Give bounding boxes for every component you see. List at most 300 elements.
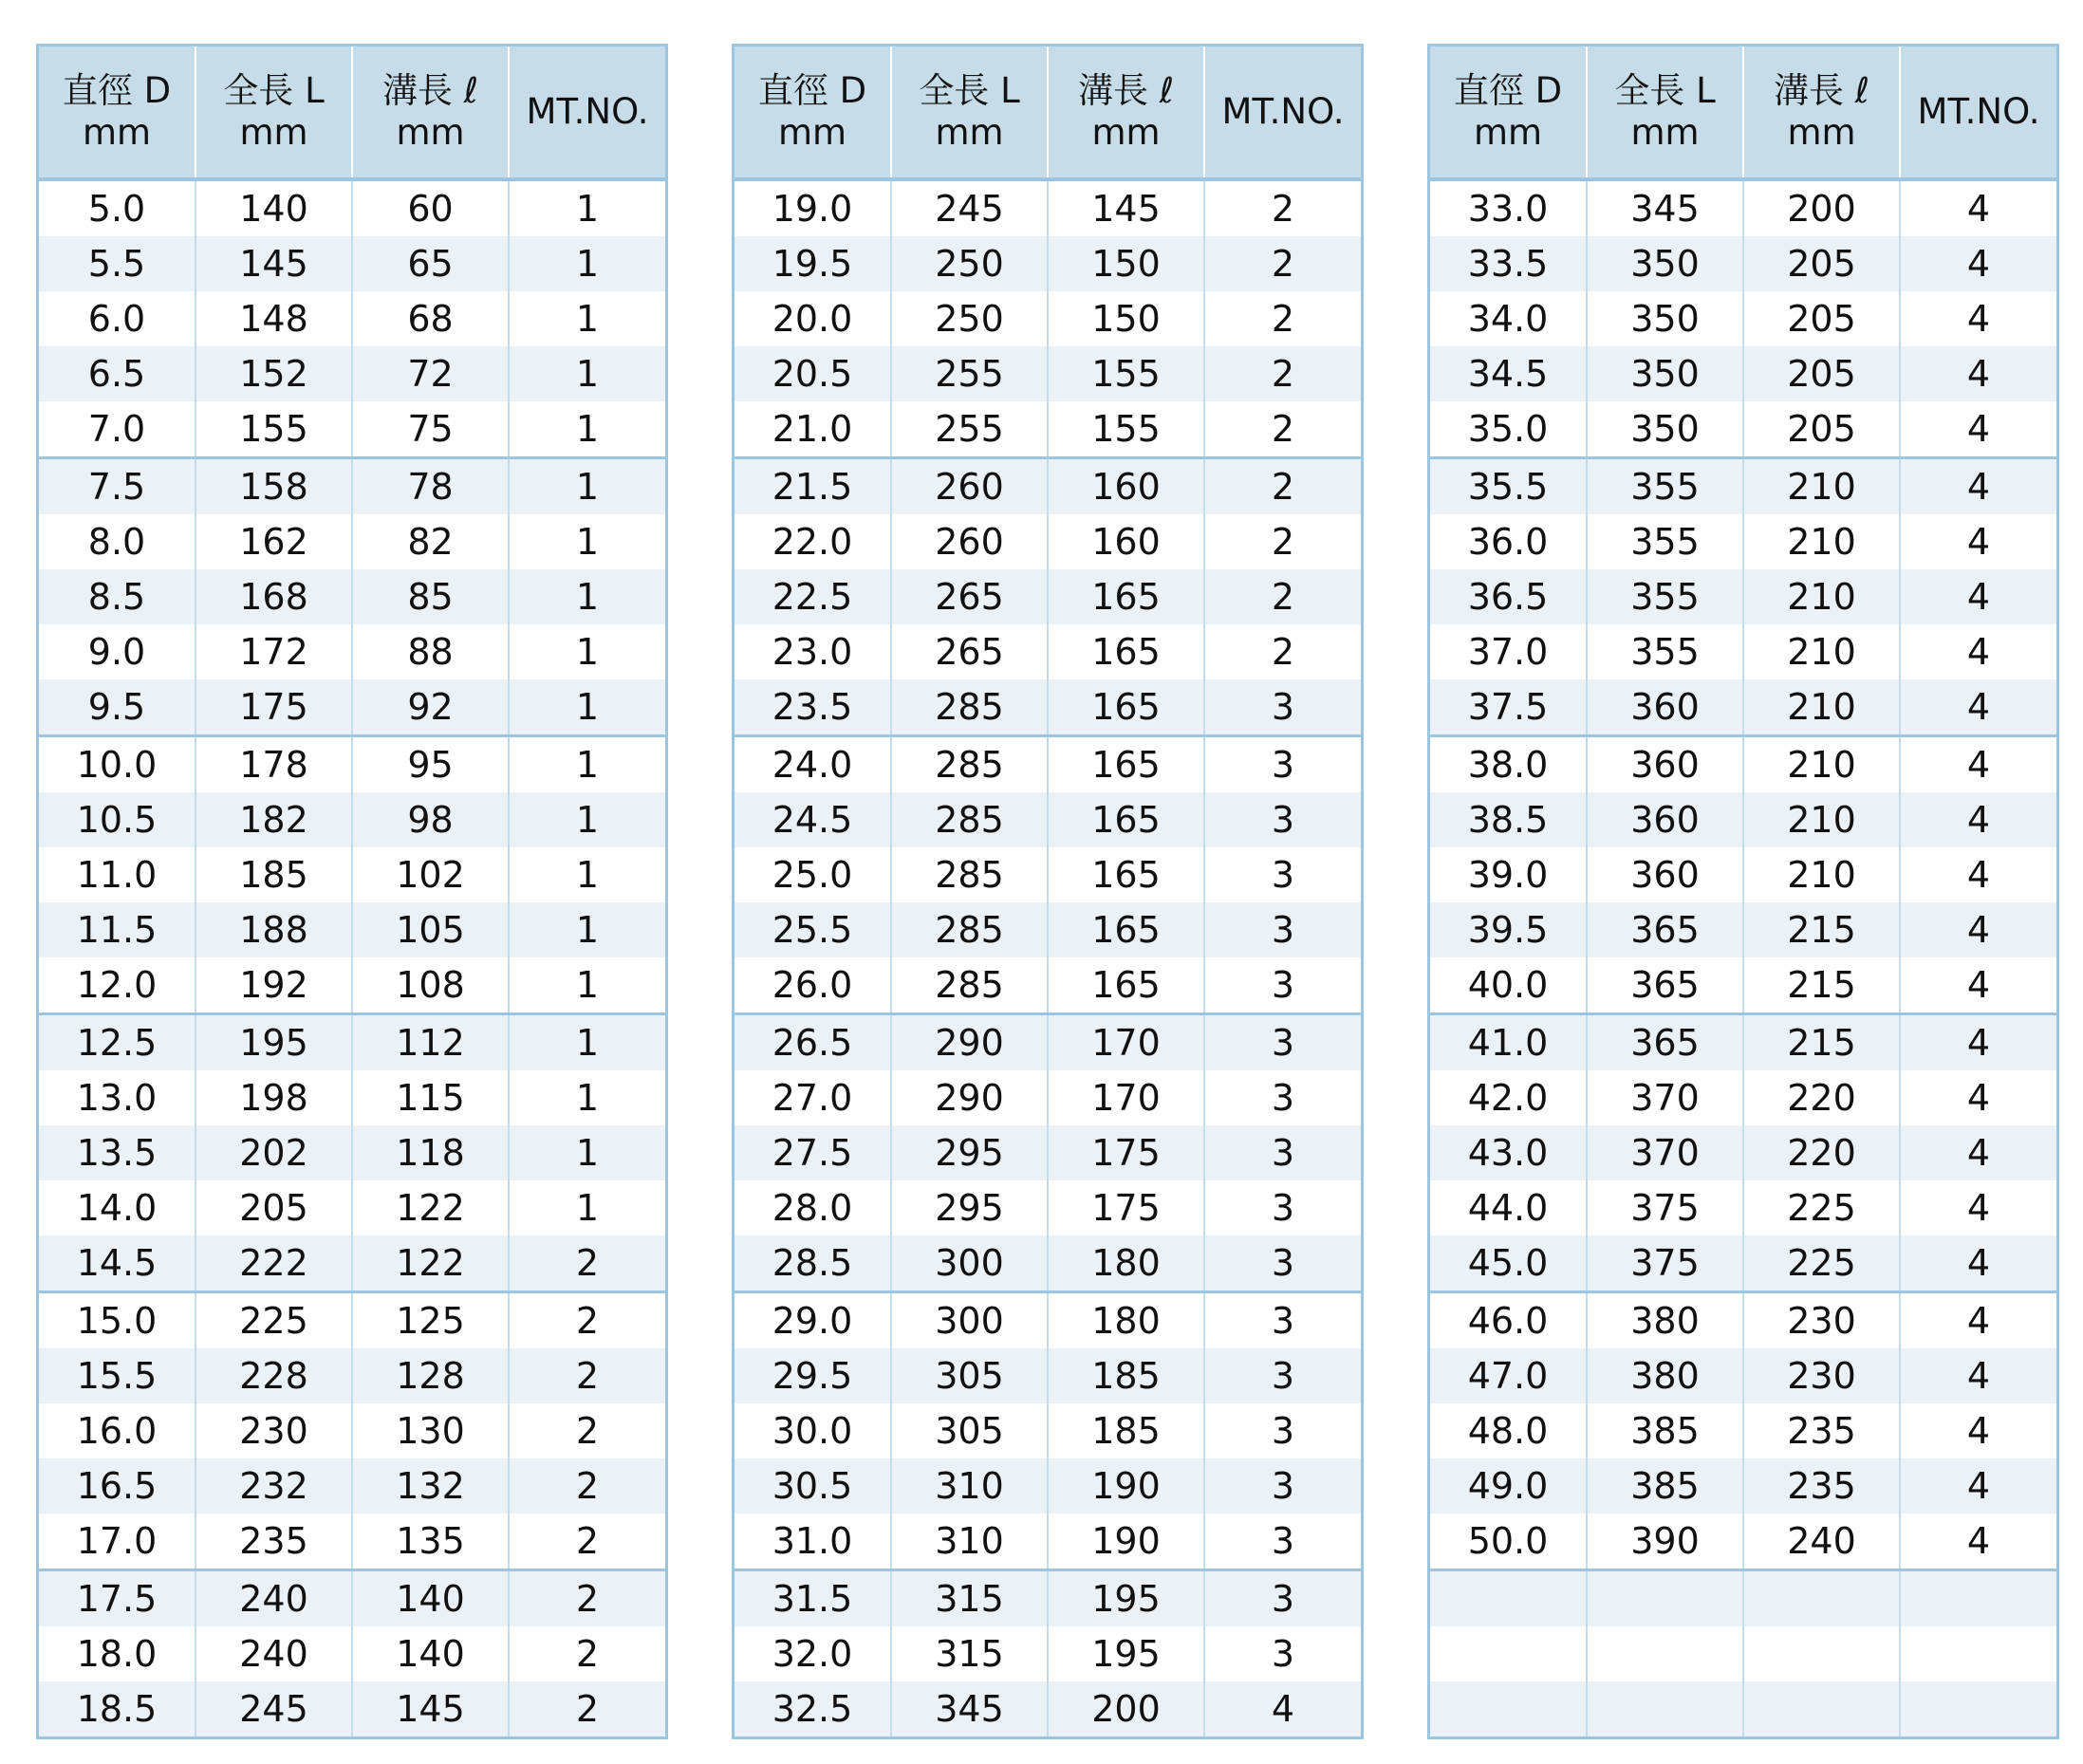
header-label: 溝長 ℓ xyxy=(1773,70,1870,111)
diameter-cell: 37.0 xyxy=(1430,624,1587,679)
diameter-cell: 16.0 xyxy=(39,1403,195,1458)
diameter-cell: 19.5 xyxy=(735,236,891,291)
table-row xyxy=(39,1348,665,1403)
table-row xyxy=(39,624,665,679)
table-row xyxy=(39,401,665,458)
diameter-cell: 11.5 xyxy=(39,902,195,957)
table-row xyxy=(39,736,665,793)
length-cell: 365 xyxy=(1587,957,1743,1014)
table-row xyxy=(735,1681,1361,1736)
length-cell: 355 xyxy=(1587,569,1743,624)
length-cell: 260 xyxy=(891,458,1048,515)
diameter-cell: 30.5 xyxy=(735,1458,891,1513)
flute-cell: 185 xyxy=(1048,1403,1204,1458)
diameter-cell: 14.5 xyxy=(39,1235,195,1292)
table-row xyxy=(735,1180,1361,1235)
table-row xyxy=(735,1458,1361,1513)
diameter-cell: 47.0 xyxy=(1430,1348,1587,1403)
diameter-header xyxy=(1430,46,1587,179)
flute-cell: 165 xyxy=(1048,679,1204,736)
header-label: 全長 L xyxy=(223,70,325,111)
length-cell: 315 xyxy=(891,1570,1048,1627)
header-label: 全長 L xyxy=(919,70,1020,111)
flute-cell: 165 xyxy=(1048,792,1204,847)
diameter-cell: 18.5 xyxy=(39,1681,195,1736)
table-row xyxy=(1430,1570,2056,1627)
mt-cell: 4 xyxy=(1900,1458,2056,1513)
flute-cell: 122 xyxy=(352,1180,509,1235)
flute-cell: 210 xyxy=(1743,458,1900,515)
header-unit: mm xyxy=(1787,112,1856,153)
flute-cell: 195 xyxy=(1048,1626,1204,1681)
mt-cell: 3 xyxy=(1204,1125,1361,1180)
table-row xyxy=(39,1292,665,1349)
mt-cell: 4 xyxy=(1900,1180,2056,1235)
diameter-cell: 37.5 xyxy=(1430,679,1587,736)
table-body xyxy=(1430,179,2056,1736)
flute-cell: 200 xyxy=(1048,1681,1204,1736)
diameter-cell: 41.0 xyxy=(1430,1014,1587,1071)
flute-cell: 170 xyxy=(1048,1014,1204,1071)
length-cell: 245 xyxy=(891,179,1048,236)
table-row xyxy=(1430,401,2056,458)
flute-cell: 230 xyxy=(1743,1348,1900,1403)
diameter-cell: 44.0 xyxy=(1430,1180,1587,1235)
table-row xyxy=(1430,236,2056,291)
table-row xyxy=(1430,569,2056,624)
length-cell: 195 xyxy=(195,1014,352,1071)
mt-cell: 1 xyxy=(509,291,665,346)
diameter-cell: 7.0 xyxy=(39,401,195,458)
table-row xyxy=(1430,847,2056,902)
table-row xyxy=(39,458,665,515)
table-header xyxy=(1430,46,2056,179)
table-row xyxy=(39,679,665,736)
flute-cell: 210 xyxy=(1743,792,1900,847)
length-cell: 148 xyxy=(195,291,352,346)
flute-cell: 165 xyxy=(1048,624,1204,679)
flute-cell: 210 xyxy=(1743,514,1900,569)
length-header xyxy=(891,46,1048,179)
flute-cell: 235 xyxy=(1743,1458,1900,1513)
mt-cell: 1 xyxy=(509,1180,665,1235)
length-cell: 230 xyxy=(195,1403,352,1458)
diameter-cell: 22.5 xyxy=(735,569,891,624)
mt-cell: 4 xyxy=(1900,291,2056,346)
flute-cell: 205 xyxy=(1743,401,1900,458)
flute-cell: 175 xyxy=(1048,1180,1204,1235)
table-row xyxy=(39,957,665,1014)
diameter-cell: 50.0 xyxy=(1430,1513,1587,1570)
diameter-cell: 23.5 xyxy=(735,679,891,736)
flute-cell: 125 xyxy=(352,1292,509,1349)
diameter-cell: 14.0 xyxy=(39,1180,195,1235)
length-cell: 295 xyxy=(891,1180,1048,1235)
diameter-cell: 34.5 xyxy=(1430,346,1587,401)
flute-cell: 210 xyxy=(1743,679,1900,736)
table-row xyxy=(1430,902,2056,957)
flute-cell: 108 xyxy=(352,957,509,1014)
length-cell: 240 xyxy=(195,1626,352,1681)
diameter-cell: 43.0 xyxy=(1430,1125,1587,1180)
header-label: 直徑 D xyxy=(62,70,172,111)
diameter-cell: 36.5 xyxy=(1430,569,1587,624)
header-label: MT.NO. xyxy=(1917,91,2040,132)
diameter-cell: 42.0 xyxy=(1430,1070,1587,1125)
mt-cell: 1 xyxy=(509,902,665,957)
table-row xyxy=(39,1458,665,1513)
length-cell: 305 xyxy=(891,1403,1048,1458)
length-cell: 232 xyxy=(195,1458,352,1513)
table-row xyxy=(1430,957,2056,1014)
length-cell: 140 xyxy=(195,179,352,236)
table-row xyxy=(39,1070,665,1125)
flute-cell: 185 xyxy=(1048,1348,1204,1403)
length-cell: 345 xyxy=(1587,179,1743,236)
flute-cell: 165 xyxy=(1048,736,1204,793)
diameter-cell: 8.0 xyxy=(39,514,195,569)
header-row xyxy=(1430,46,2056,179)
length-cell: 205 xyxy=(195,1180,352,1235)
length-cell: 152 xyxy=(195,346,352,401)
length-cell: 222 xyxy=(195,1235,352,1292)
table-row xyxy=(735,1348,1361,1403)
mt-header xyxy=(509,46,665,179)
mt-cell: 1 xyxy=(509,679,665,736)
length-cell: 355 xyxy=(1587,458,1743,515)
mt-cell: 4 xyxy=(1900,792,2056,847)
table-row xyxy=(39,1180,665,1235)
length-cell: 158 xyxy=(195,458,352,515)
header-unit: mm xyxy=(1091,112,1161,153)
diameter-cell: 22.0 xyxy=(735,514,891,569)
diameter-header xyxy=(735,46,891,179)
table xyxy=(735,46,1361,1736)
diameter-cell: 45.0 xyxy=(1430,1235,1587,1292)
mt-cell: 2 xyxy=(509,1235,665,1292)
mt-cell: 2 xyxy=(1204,346,1361,401)
table-row xyxy=(39,236,665,291)
diameter-header xyxy=(39,46,195,179)
flute-cell: 160 xyxy=(1048,458,1204,515)
table-row xyxy=(735,1070,1361,1125)
mt-cell: 4 xyxy=(1900,1014,2056,1071)
diameter-cell: 26.0 xyxy=(735,957,891,1014)
flute-cell: 210 xyxy=(1743,569,1900,624)
mt-cell: 4 xyxy=(1900,902,2056,957)
length-cell: 365 xyxy=(1587,1014,1743,1071)
mt-cell: 3 xyxy=(1204,847,1361,902)
table-row xyxy=(735,792,1361,847)
flute-cell: 88 xyxy=(352,624,509,679)
diameter-cell: 20.5 xyxy=(735,346,891,401)
mt-cell: 3 xyxy=(1204,902,1361,957)
mt-cell: 3 xyxy=(1204,736,1361,793)
length-cell: 285 xyxy=(891,679,1048,736)
diameter-cell: 29.0 xyxy=(735,1292,891,1349)
table-row xyxy=(39,1125,665,1180)
mt-cell: 4 xyxy=(1900,346,2056,401)
diameter-cell: 20.0 xyxy=(735,291,891,346)
table xyxy=(39,46,665,1736)
flute-cell: 180 xyxy=(1048,1235,1204,1292)
table-row xyxy=(735,624,1361,679)
diameter-cell: 21.5 xyxy=(735,458,891,515)
flute-cell xyxy=(1743,1570,1900,1627)
flute-cell: 205 xyxy=(1743,236,1900,291)
length-cell: 380 xyxy=(1587,1292,1743,1349)
flute-header xyxy=(352,46,509,179)
mt-cell: 3 xyxy=(1204,1626,1361,1681)
header-label: 直徑 D xyxy=(1453,70,1563,111)
flute-cell: 210 xyxy=(1743,847,1900,902)
diameter-cell: 13.0 xyxy=(39,1070,195,1125)
table-row xyxy=(1430,458,2056,515)
table-row xyxy=(735,179,1361,236)
diameter-cell: 34.0 xyxy=(1430,291,1587,346)
table-body xyxy=(735,179,1361,1736)
diameter-cell: 27.5 xyxy=(735,1125,891,1180)
diameter-cell: 39.5 xyxy=(1430,902,1587,957)
flute-cell: 160 xyxy=(1048,514,1204,569)
diameter-cell: 5.0 xyxy=(39,179,195,236)
diameter-cell: 25.0 xyxy=(735,847,891,902)
length-cell: 235 xyxy=(195,1513,352,1570)
length-cell: 250 xyxy=(891,291,1048,346)
mt-cell xyxy=(1900,1570,2056,1627)
mt-cell: 2 xyxy=(509,1570,665,1627)
table-row xyxy=(735,1292,1361,1349)
flute-header xyxy=(1743,46,1900,179)
mt-cell: 4 xyxy=(1900,179,2056,236)
diameter-cell: 11.0 xyxy=(39,847,195,902)
length-cell: 310 xyxy=(891,1513,1048,1570)
table-row xyxy=(39,179,665,236)
diameter-cell: 36.0 xyxy=(1430,514,1587,569)
flute-cell xyxy=(1743,1626,1900,1681)
flute-cell: 210 xyxy=(1743,624,1900,679)
table-row xyxy=(735,1403,1361,1458)
mt-cell: 4 xyxy=(1900,1513,2056,1570)
diameter-cell: 15.5 xyxy=(39,1348,195,1403)
flute-cell: 235 xyxy=(1743,1403,1900,1458)
header-label: 直徑 D xyxy=(757,70,867,111)
table-row xyxy=(735,1014,1361,1071)
table-header xyxy=(39,46,665,179)
length-cell: 265 xyxy=(891,569,1048,624)
mt-cell: 4 xyxy=(1900,1403,2056,1458)
length-cell: 260 xyxy=(891,514,1048,569)
length-cell: 178 xyxy=(195,736,352,793)
diameter-cell: 33.5 xyxy=(1430,236,1587,291)
table-row xyxy=(39,902,665,957)
header-unit: mm xyxy=(1473,112,1543,153)
flute-cell: 140 xyxy=(352,1570,509,1627)
flute-cell: 122 xyxy=(352,1235,509,1292)
diameter-cell: 35.5 xyxy=(1430,458,1587,515)
table-row xyxy=(39,1403,665,1458)
length-cell: 350 xyxy=(1587,236,1743,291)
mt-header xyxy=(1900,46,2056,179)
mt-cell: 4 xyxy=(1900,847,2056,902)
flute-cell: 155 xyxy=(1048,346,1204,401)
diameter-cell: 28.0 xyxy=(735,1180,891,1235)
table-row xyxy=(1430,679,2056,736)
diameter-cell: 24.0 xyxy=(735,736,891,793)
table-row xyxy=(39,847,665,902)
diameter-cell: 19.0 xyxy=(735,179,891,236)
flute-cell: 132 xyxy=(352,1458,509,1513)
diameter-cell: 32.5 xyxy=(735,1681,891,1736)
length-cell: 350 xyxy=(1587,291,1743,346)
flute-cell: 205 xyxy=(1743,346,1900,401)
diameter-cell: 46.0 xyxy=(1430,1292,1587,1349)
length-cell: 385 xyxy=(1587,1458,1743,1513)
diameter-cell: 10.0 xyxy=(39,736,195,793)
header-row xyxy=(39,46,665,179)
length-cell: 290 xyxy=(891,1014,1048,1071)
flute-cell: 140 xyxy=(352,1626,509,1681)
spec-table-2 xyxy=(732,44,1364,1739)
length-cell: 290 xyxy=(891,1070,1048,1125)
mt-cell: 3 xyxy=(1204,1403,1361,1458)
table-row xyxy=(1430,1292,2056,1349)
flute-cell: 200 xyxy=(1743,179,1900,236)
mt-cell: 2 xyxy=(1204,291,1361,346)
header-unit: mm xyxy=(1630,112,1700,153)
flute-cell: 118 xyxy=(352,1125,509,1180)
diameter-cell: 28.5 xyxy=(735,1235,891,1292)
diameter-cell: 12.0 xyxy=(39,957,195,1014)
table-row xyxy=(39,1014,665,1071)
length-cell: 300 xyxy=(891,1292,1048,1349)
length-cell: 390 xyxy=(1587,1513,1743,1570)
table-row xyxy=(1430,624,2056,679)
length-cell: 145 xyxy=(195,236,352,291)
diameter-cell: 49.0 xyxy=(1430,1458,1587,1513)
mt-cell: 2 xyxy=(509,1681,665,1736)
flute-cell: 85 xyxy=(352,569,509,624)
length-cell: 265 xyxy=(891,624,1048,679)
flute-cell: 180 xyxy=(1048,1292,1204,1349)
mt-cell: 2 xyxy=(1204,569,1361,624)
table-row xyxy=(735,1626,1361,1681)
length-cell: 225 xyxy=(195,1292,352,1349)
mt-cell: 2 xyxy=(509,1626,665,1681)
length-cell: 375 xyxy=(1587,1235,1743,1292)
flute-header xyxy=(1048,46,1204,179)
length-cell: 255 xyxy=(891,346,1048,401)
flute-cell: 210 xyxy=(1743,736,1900,793)
flute-cell: 65 xyxy=(352,236,509,291)
diameter-cell: 23.0 xyxy=(735,624,891,679)
table-row xyxy=(735,847,1361,902)
length-cell xyxy=(1587,1681,1743,1736)
length-cell: 360 xyxy=(1587,792,1743,847)
mt-cell: 4 xyxy=(1900,569,2056,624)
table-row xyxy=(39,514,665,569)
table-row xyxy=(735,291,1361,346)
table-row xyxy=(39,1626,665,1681)
mt-cell: 2 xyxy=(509,1513,665,1570)
mt-cell: 1 xyxy=(509,792,665,847)
table-row xyxy=(735,346,1361,401)
mt-cell: 4 xyxy=(1900,401,2056,458)
flute-cell: 170 xyxy=(1048,1070,1204,1125)
flute-cell: 165 xyxy=(1048,902,1204,957)
mt-cell: 3 xyxy=(1204,1014,1361,1071)
diameter-cell: 29.5 xyxy=(735,1348,891,1403)
length-cell: 350 xyxy=(1587,346,1743,401)
flute-cell: 195 xyxy=(1048,1570,1204,1627)
length-cell xyxy=(1587,1570,1743,1627)
flute-cell: 220 xyxy=(1743,1125,1900,1180)
diameter-cell: 33.0 xyxy=(1430,179,1587,236)
flute-cell xyxy=(1743,1681,1900,1736)
table-row xyxy=(39,291,665,346)
mt-cell: 2 xyxy=(509,1292,665,1349)
flute-cell: 82 xyxy=(352,514,509,569)
spec-table-3 xyxy=(1427,44,2059,1739)
table-row xyxy=(735,236,1361,291)
length-cell: 192 xyxy=(195,957,352,1014)
mt-cell: 2 xyxy=(509,1403,665,1458)
flute-cell: 95 xyxy=(352,736,509,793)
mt-cell: 3 xyxy=(1204,1513,1361,1570)
length-cell: 360 xyxy=(1587,736,1743,793)
length-cell: 285 xyxy=(891,957,1048,1014)
diameter-cell: 16.5 xyxy=(39,1458,195,1513)
diameter-cell: 31.5 xyxy=(735,1570,891,1627)
table-row xyxy=(1430,1348,2056,1403)
flute-cell: 60 xyxy=(352,179,509,236)
mt-cell: 4 xyxy=(1900,624,2056,679)
length-cell: 162 xyxy=(195,514,352,569)
flute-cell: 215 xyxy=(1743,1014,1900,1071)
diameter-cell: 12.5 xyxy=(39,1014,195,1071)
length-cell: 245 xyxy=(195,1681,352,1736)
length-cell: 315 xyxy=(891,1626,1048,1681)
table-body xyxy=(39,179,665,1736)
mt-cell: 4 xyxy=(1900,236,2056,291)
flute-cell: 105 xyxy=(352,902,509,957)
length-cell: 182 xyxy=(195,792,352,847)
header-unit: mm xyxy=(777,112,847,153)
length-cell: 285 xyxy=(891,792,1048,847)
diameter-cell: 13.5 xyxy=(39,1125,195,1180)
diameter-cell: 35.0 xyxy=(1430,401,1587,458)
table-row xyxy=(735,458,1361,515)
flute-cell: 155 xyxy=(1048,401,1204,458)
mt-cell: 1 xyxy=(509,1125,665,1180)
header-label: MT.NO. xyxy=(1221,91,1345,132)
mt-cell: 3 xyxy=(1204,957,1361,1014)
mt-cell: 3 xyxy=(1204,1070,1361,1125)
flute-cell: 102 xyxy=(352,847,509,902)
flute-cell: 145 xyxy=(1048,179,1204,236)
table-row xyxy=(735,902,1361,957)
diameter-cell: 18.0 xyxy=(39,1626,195,1681)
mt-cell: 2 xyxy=(1204,401,1361,458)
flute-cell: 150 xyxy=(1048,291,1204,346)
length-cell: 285 xyxy=(891,847,1048,902)
table-row xyxy=(735,1513,1361,1570)
length-cell: 305 xyxy=(891,1348,1048,1403)
table-row xyxy=(1430,291,2056,346)
table-row xyxy=(735,679,1361,736)
diameter-cell: 25.5 xyxy=(735,902,891,957)
flute-cell: 75 xyxy=(352,401,509,458)
